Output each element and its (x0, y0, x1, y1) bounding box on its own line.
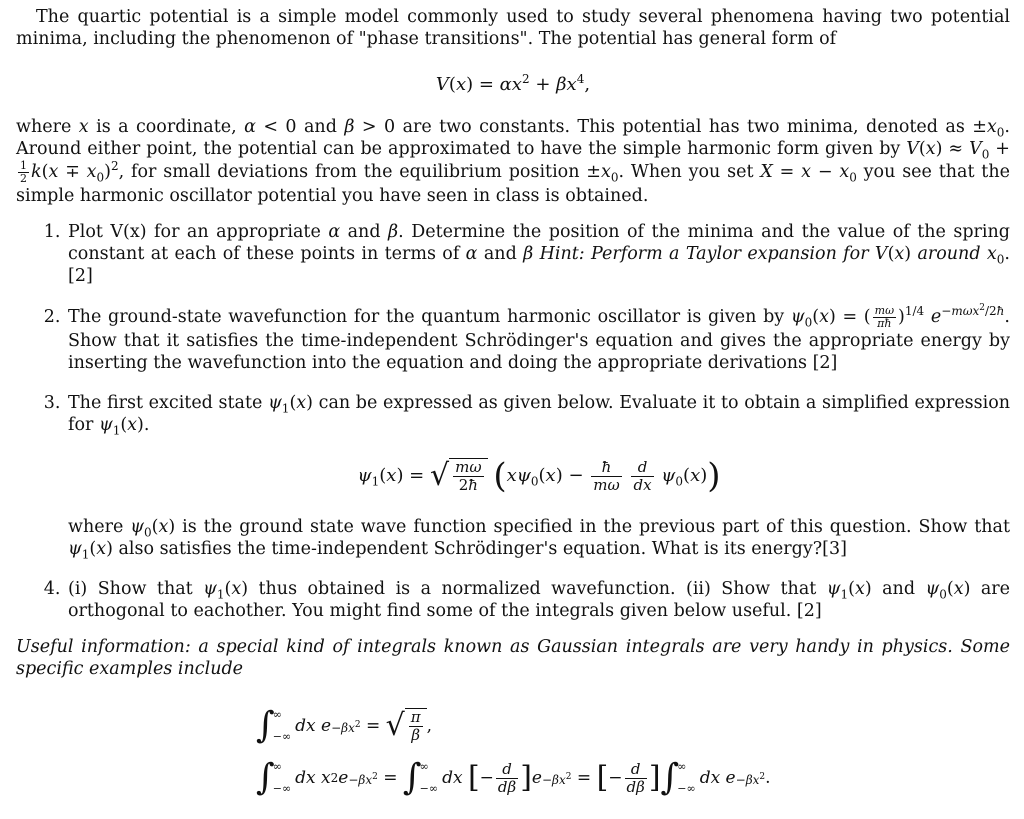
gaussian-integrals (256, 700, 1010, 804)
intro-paragraph: The quartic potential is a simple model commonly used to study several phenomena having two potential minima, including the phenomenon of "phase transitions". The potential has general form of (16, 7, 1010, 49)
gaussian-integral-2: ∫ ∞ −∞ dx x 2 e $-\beta x^2$ = ∫ ∞ −∞ dx [ − $\frac{d}{d\beta}$ ] e $-\beta x^2$ = [ − $\frac{d}{d\beta}$ ] ∫ ∞ −∞ dx e $-\beta x^2$ . (256, 757, 771, 798)
question-4: 4. (i) Show that $\psi_1(x)$ thus obtained is a normalized wavefunction. (ii) Show that $\psi_1(x)$ and $\psi_0(x)$ are orthogonal to eachother. You might find some of the integrals given below useful. [2] (66, 578, 1010, 622)
potential-equation: $V(x) = \alpha x^2 + \beta x^4$, (435, 72, 591, 95)
useful-information: Useful information: a special kind of integrals known as Gaussian integrals are very handy in physics. Some specific examples include (16, 637, 1010, 679)
potential-description: where x is a coordinate, α < 0 and β > 0 are two constants. This potential has two minima, denoted as $\pm x_0$. Around either point, the potential can be approximated to have the simple harmonic form given by $V(x) \approx V_0$ + $\frac{1}{2}$ $k(x \mp x_0)^2$, for small deviations from the equilibrium position $\pm x_0$. When you set $X = x - x_0$ you see that the simple harmonic oscillator potential you have seen in class is obtained. (16, 117, 1010, 206)
question-1: 1. Plot V(x) for an appropriate α and β. Determine the position of the minima and the value of the spring constant at each of these points in terms of α and β Hint: Perform a Taylor expansion for V(x) around $x_0$. [2] (66, 221, 1010, 287)
question-2: 2. The ground-state wavefunction for the quantum harmonic oscillator is given by $\psi_0(x)$ = ( $\frac{m\omega}{\pi ħ}$ )$^{1/4}$ $e^{-m\omega x^2/2ħ}$. Show that it satisfies the time-independent Schrödinger's equation and gives the appropriate energy by inserting the wavefunction into the equation and doing the appropriate derivations [2] (66, 305, 1010, 374)
gaussian-integral-1: ∫ ∞ −∞ dx e $-\beta x^2$ = √ $\frac{\pi}{\beta}$ , (256, 705, 433, 746)
psi1-equation: $\psi_1(x)$ = √ $\frac{m\omega}{2ħ}$ ($x\psi_0(x)$ − $\frac{ħ}{m\omega}$ $\frac{d}{dx}$ $\psi_0(x)$) (357, 456, 721, 496)
document-page (16, 6, 1010, 804)
question-list (16, 221, 1010, 622)
question-3: 3. The first excited state $\psi_1(x)$ can be expressed as given below. Evaluate it to obtain a simplified expression for $\psi_1(x)$. $\psi_1(x)$ = √ $\frac{m\omega}{2ħ}$ ($x\psi_0(x)$ − $\frac{ħ}{m\omega}$ $\frac{d}{dx}$ $\psi_0(x)$) where $\psi_0(x)$ is the ground state wave function specified in the previous part of this question. Show that $\psi_1(x)$ also satisfies the time-independent Schrödinger's equation. What is its energy?[3] (66, 392, 1010, 560)
